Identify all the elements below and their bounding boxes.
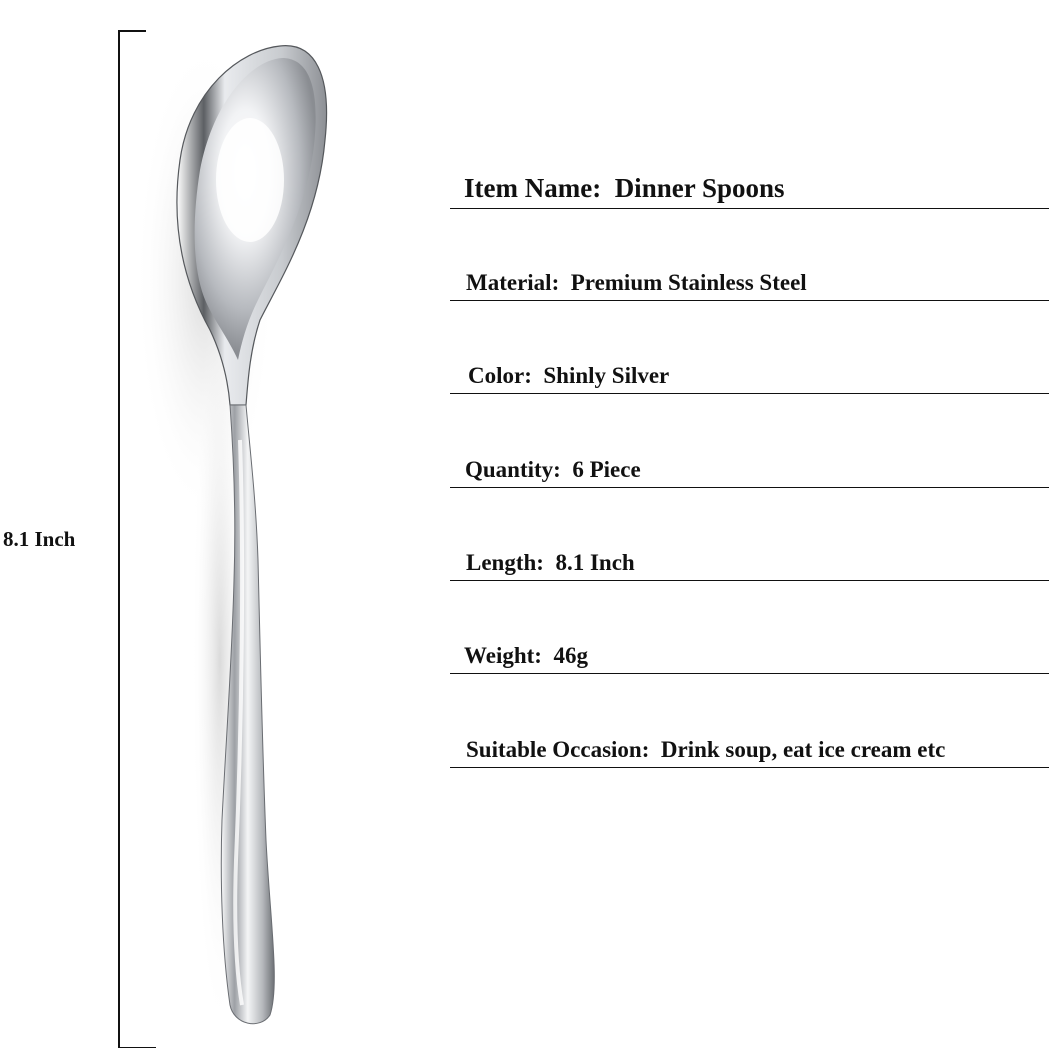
length-dimension-label: 8.1 Inch — [3, 527, 76, 551]
dimension-bottom-tick — [118, 1047, 156, 1049]
spec-row-item-name — [450, 168, 1049, 209]
spec-row-suitable-occasion — [450, 727, 1049, 768]
spec-length-text: Length: 8.1 Inch — [466, 550, 635, 575]
spec-row-quantity — [450, 447, 1049, 488]
spec-row-material — [450, 260, 1049, 301]
spec-suitable-occasion-text: Suitable Occasion: Drink soup, eat ice cream etc — [466, 737, 946, 762]
spec-row-length — [450, 540, 1049, 581]
spec-color-text: Color: Shinly Silver — [468, 363, 670, 388]
spec-row-color — [450, 353, 1049, 394]
spec-material-text: Material: Premium Stainless Steel — [466, 270, 807, 295]
length-dimension-bracket — [118, 30, 156, 1048]
dimension-top-tick — [118, 30, 146, 32]
spec-item-name-text: Item Name: Dinner Spoons — [464, 173, 785, 203]
spec-row-weight — [450, 633, 1049, 674]
dimension-line — [118, 30, 120, 1048]
spec-quantity-text: Quantity: 6 Piece — [465, 457, 641, 482]
spec-weight-text: Weight: 46g — [464, 643, 588, 668]
